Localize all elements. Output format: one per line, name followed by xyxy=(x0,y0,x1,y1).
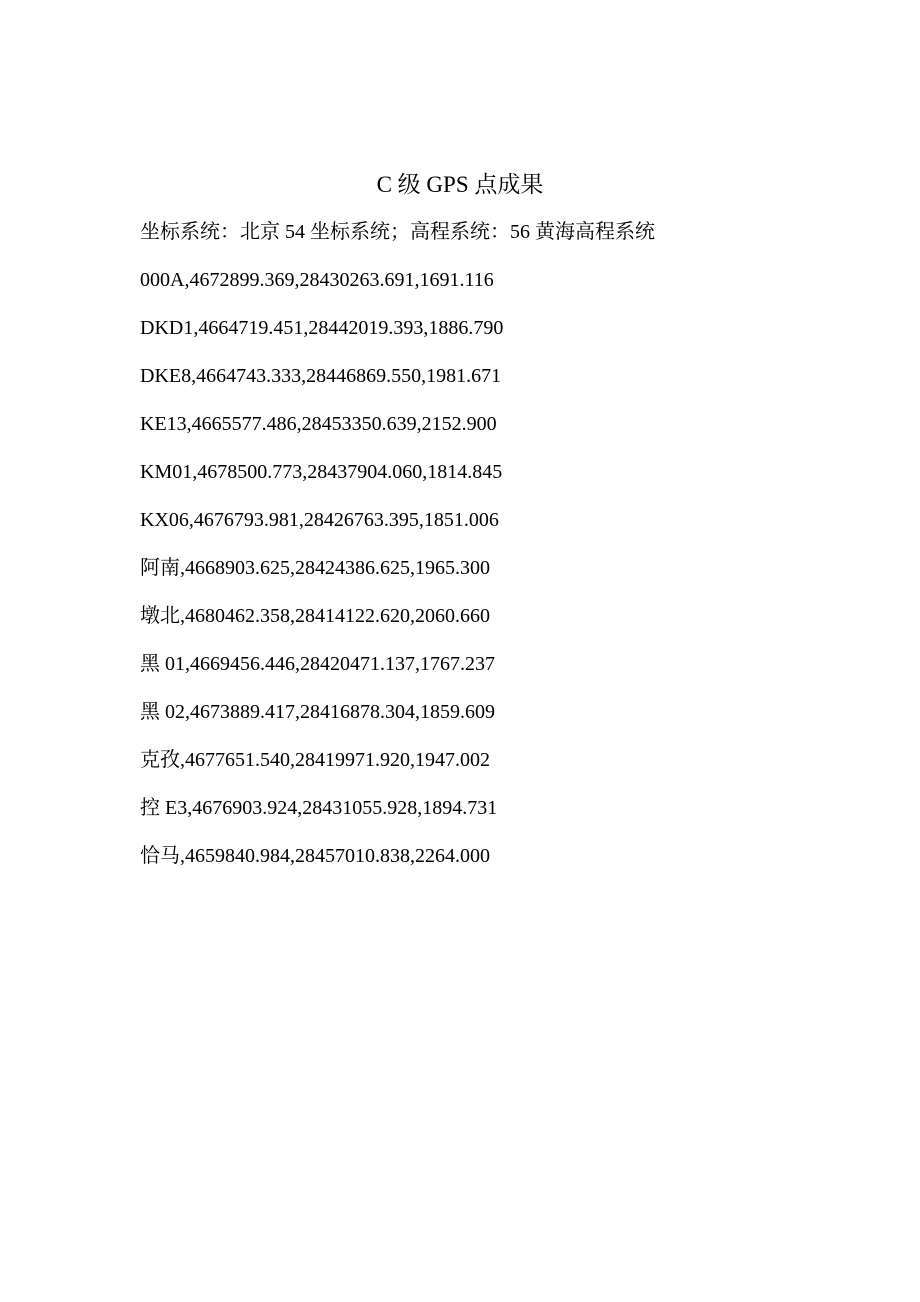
gps-point-record: KX06,4676793.981,28426763.395,1851.006 xyxy=(140,509,499,531)
gps-point-record: KM01,4678500.773,28437904.060,1814.845 xyxy=(140,461,503,483)
gps-point-record: 000A,4672899.369,28430263.691,1691.116 xyxy=(140,269,494,291)
gps-point-record: DKE8,4664743.333,28446869.550,1981.671 xyxy=(140,365,502,387)
gps-point-record: 黑 01,4669456.446,28420471.137,1767.237 xyxy=(140,653,495,675)
gps-point-record: DKD1,4664719.451,28442019.393,1886.790 xyxy=(140,317,504,339)
gps-point-record: 阿南,4668903.625,28424386.625,1965.300 xyxy=(140,557,490,579)
page-title: C 级 GPS 点成果 xyxy=(376,172,544,197)
gps-point-record: 控 E3,4676903.924,28431055.928,1894.731 xyxy=(140,797,498,819)
gps-point-record: KE13,4665577.486,28453350.639,2152.900 xyxy=(140,413,497,435)
gps-point-record: 恰马,4659840.984,28457010.838,2264.000 xyxy=(140,845,490,867)
coordinate-system-line: 坐标系统：北京 54 坐标系统；高程系统：56 黄海高程系统 xyxy=(140,221,655,243)
gps-point-record: 克孜,4677651.540,28419971.920,1947.002 xyxy=(140,749,490,771)
gps-point-record: 黑 02,4673889.417,28416878.304,1859.609 xyxy=(140,701,495,723)
gps-point-record: 墩北,4680462.358,28414122.620,2060.660 xyxy=(140,605,490,627)
gps-point-list xyxy=(140,265,503,889)
